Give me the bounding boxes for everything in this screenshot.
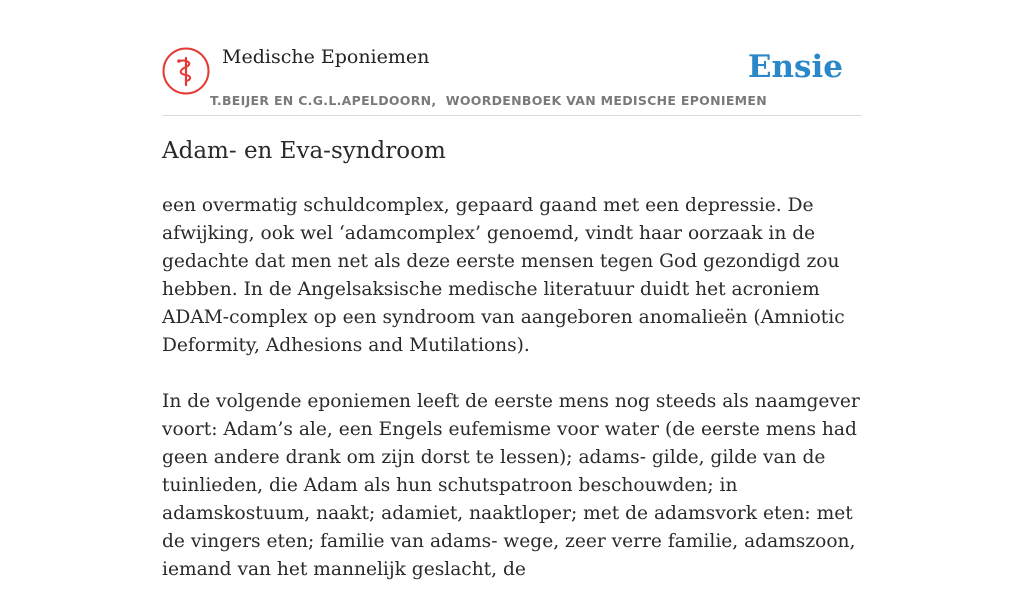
header	[162, 44, 862, 116]
paragraph-eponyms: In de volgende eponiemen leeft de eerste mens nog steeds als naamgever voort: Adam’s ale, een Engels eufemisme voor water (de eerste mens had geen andere drank om zijn dorst te lessen); adams- gilde, gilde van de tuinlieden, die Adam als hun schutspatroon beschouwden; in adamskostuum, naakt; adamiet, naaktloper; met de adamsvork eten: met de vingers eten; familie van adams- wege, zeer verre familie, adamszoon, iemand van het mannelijk geslacht, de	[162, 391, 860, 580]
book-title[interactable]: Medische Eponiemen	[222, 46, 430, 68]
entry-content	[162, 192, 872, 612]
caduceus-icon[interactable]	[162, 47, 210, 95]
entry-title: Adam- en Eva-syndroom	[162, 138, 446, 164]
source-byline[interactable]: T.BEIJER EN C.G.L.APELDOORN, WOORDENBOEK VAN MEDISCHE EPONIEMEN	[210, 93, 767, 108]
paragraph-definition: een overmatig schuldcomplex, gepaard gaand met een depressie. De afwijking, ook wel ‘adamcomplex’ genoemd, vindt haar oorzaak in de gedachte dat men net als deze eerste mensen tegen God gezondigd zou hebben. In de Angelsaksische medische literatuur duidt het acroniem ADAM-complex op een syndroom van aangeboren anomalieën (Amniotic Deformity, Adhesions and Mutilations).	[162, 195, 845, 356]
brand-logo[interactable]: Ensie	[747, 49, 843, 85]
